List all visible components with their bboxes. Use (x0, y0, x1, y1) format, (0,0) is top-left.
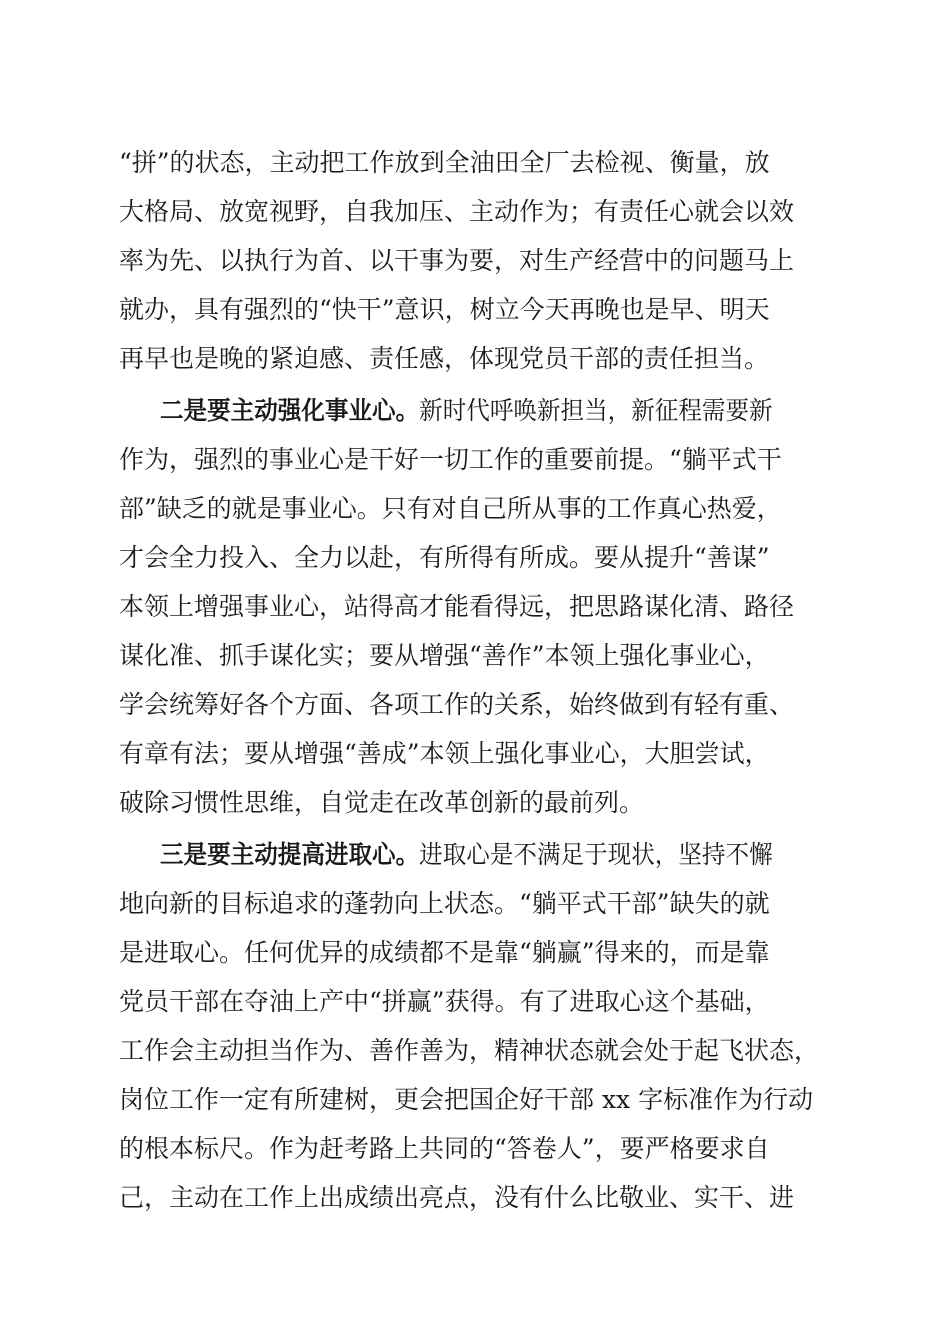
paragraph-2-heading: 二是要主动强化事业心。 (160, 396, 420, 425)
paragraph-2-line-1-text: 新时代呼唤新担当，新征程需要新 (419, 396, 773, 425)
paragraph-1-line-3: 率为先、以执行为首、以干事为要，对生产经营中的问题马上 (119, 246, 795, 275)
paragraph-2-line-6: 谋化准、抓手谋化实；要从增强“善作”本领上强化事业心， (119, 641, 770, 670)
paragraph-3-heading: 三是要主动提高进取心。 (160, 840, 420, 869)
paragraph-2-line-4: 才会全力投入、全力以赴，有所得有所成。要从提升“善谋” (119, 543, 770, 572)
paragraph-2-line-3: 部”缺乏的就是事业心。只有对自己所从事的工作真心热爱， (119, 494, 782, 523)
paragraph-2-line-8: 有章有法；要从增强“善成”本领上强化事业心，大胆尝试， (119, 739, 770, 768)
paragraph-2-line-5: 本领上增强事业心，站得高才能看得远，把思路谋化清、路径 (119, 592, 795, 621)
paragraph-1-line-4: 就办，具有强烈的“快干”意识，树立今天再晚也是早、明天 (119, 295, 770, 324)
paragraph-3-line-1 (160, 833, 831, 877)
paragraph-3-line-7: 的根本标尺。作为赶考路上共同的“答卷人”，要严格要求自 (119, 1134, 770, 1163)
paragraph-2-line-9: 破除习惯性思维，自觉走在改革创新的最前列。 (119, 788, 645, 817)
paragraph-3-line-4: 党员干部在夺油上产中“拼赢”获得。有了进取心这个基础， (119, 987, 770, 1016)
paragraph-2-line-1 (160, 389, 831, 433)
paragraph-3-line-2: 地向新的目标追求的蓬勃向上状态。“躺平式干部”缺失的就 (119, 889, 770, 918)
paragraph-3-line-3: 是进取心。任何优异的成绩都不是靠“躺赢”得来的，而是靠 (119, 938, 770, 967)
paragraph-3-line-1-text: 进取心是不满足于现状，坚持不懈 (419, 840, 773, 869)
paragraph-3-line-8: 己，主动在工作上出成绩出亮点，没有什么比敬业、实干、进 (119, 1183, 795, 1212)
paragraph-1-line-1: “拼”的状态，主动把工作放到全油田全厂去检视、衡量，放 (119, 148, 770, 177)
paragraph-2-line-2: 作为，强烈的事业心是干好一切工作的重要前提。“躺平式干 (119, 445, 782, 474)
paragraph-2-line-7: 学会统筹好各个方面、各项工作的关系，始终做到有轻有重、 (119, 690, 795, 719)
paragraph-3-line-6: 岗位工作一定有所建树，更会把国企好干部 xx 字标准作为行动 (119, 1085, 814, 1114)
paragraph-1-line-5: 再早也是晚的紧迫感、责任感，体现党员干部的责任担当。 (119, 344, 770, 373)
paragraph-1-line-2: 大格局、放宽视野，自我加压、主动作为；有责任心就会以效 (119, 197, 795, 226)
paragraph-3-line-5: 工作会主动担当作为、善作善为，精神状态就会处于起飞状态， (119, 1036, 820, 1065)
